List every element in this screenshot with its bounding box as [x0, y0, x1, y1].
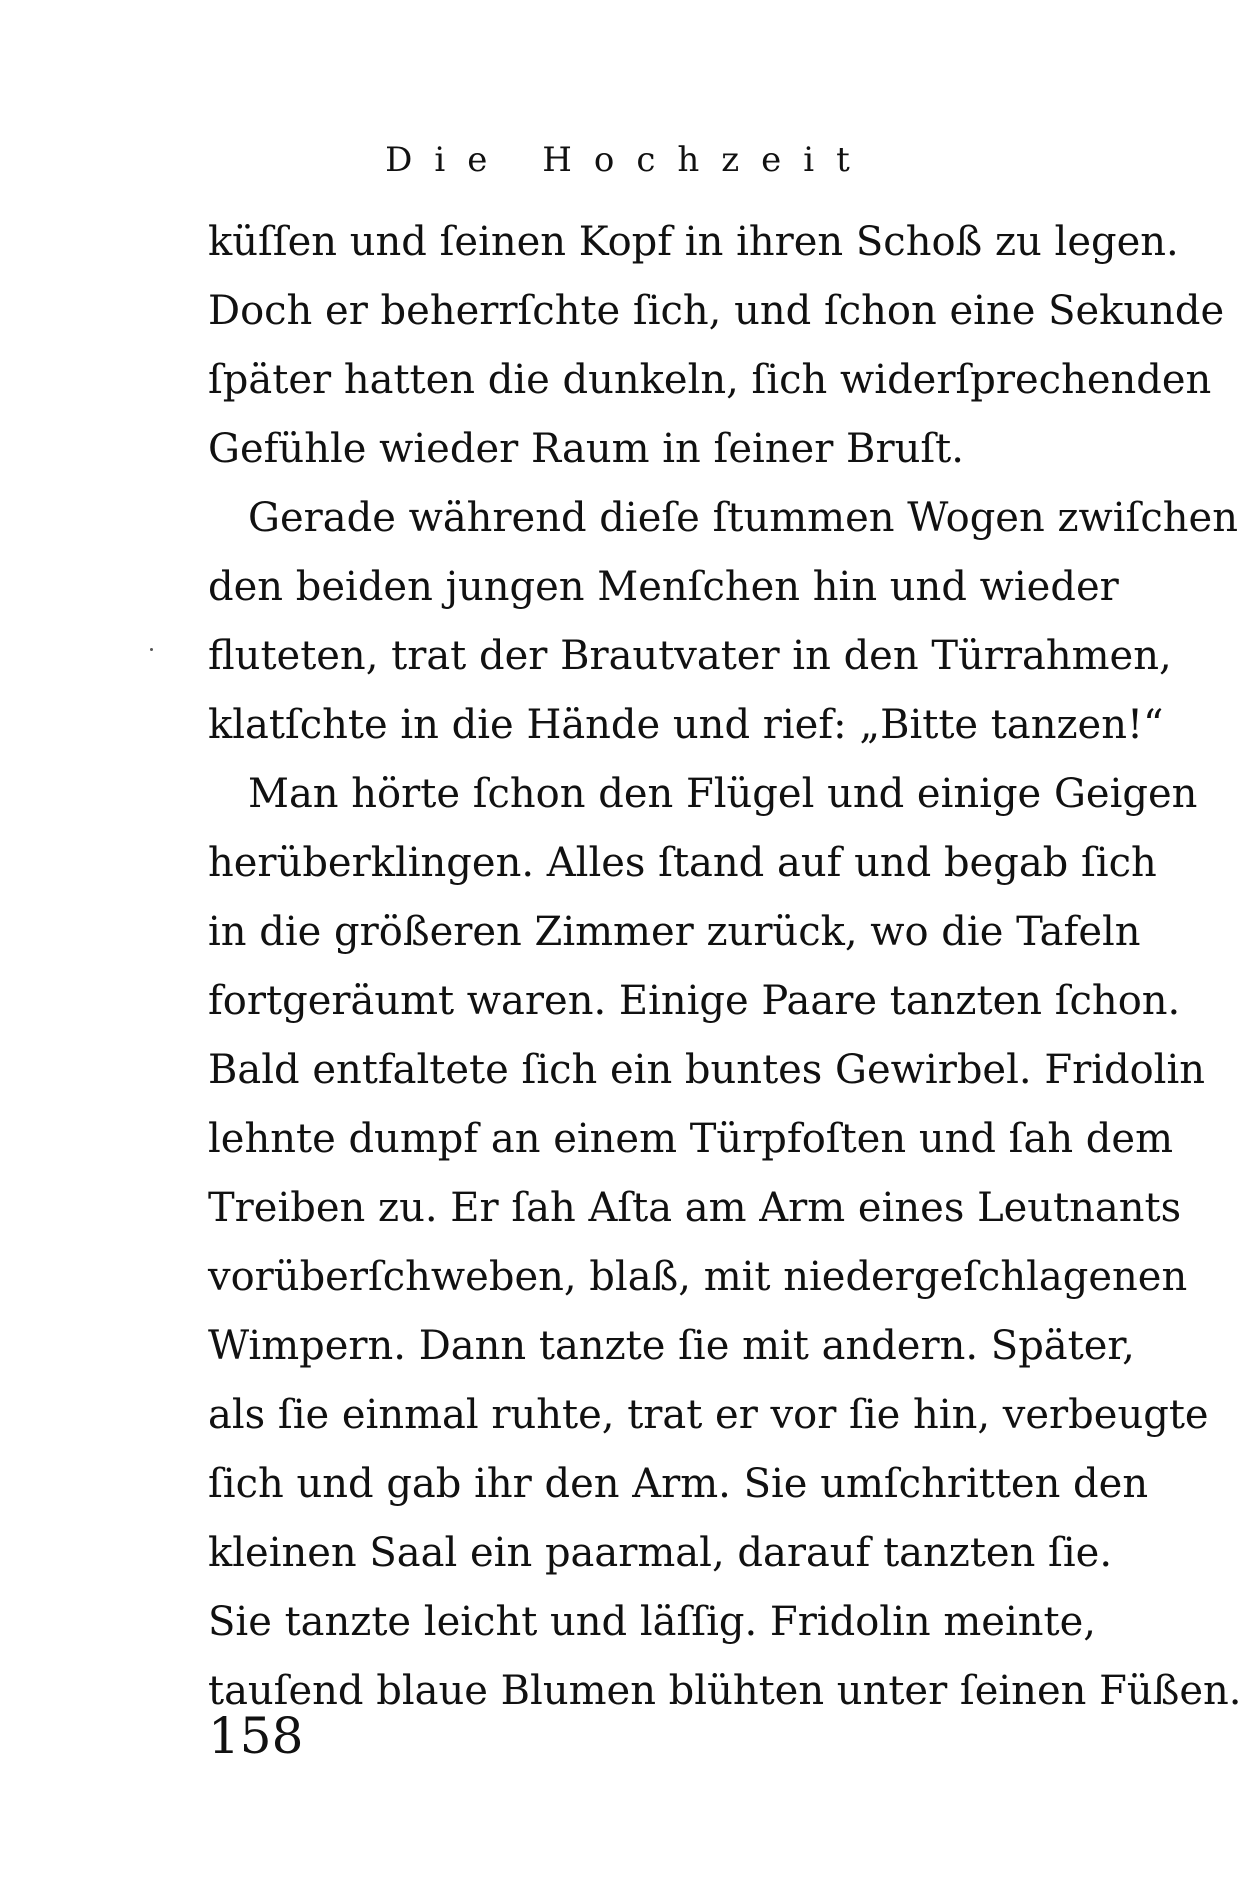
text-line: Wimpern. Dann tanzte ſie mit andern. Später, — [208, 1323, 1135, 1369]
text-line: ſich und gab ihr den Arm. Sie umſchritten den — [208, 1461, 1149, 1507]
text-line: Sie tanzte leicht und läſſig. Fridolin meinte, — [208, 1599, 1096, 1645]
text-line: Doch er beherrſchte ſich, und ſchon eine Sekunde — [208, 288, 1225, 334]
text-line: küſſen und ſeinen Kopf in ihren Schoß zu legen. — [208, 219, 1179, 265]
text-line: fluteten, trat der Brautvater in den Türrahmen, — [208, 633, 1172, 679]
text-line: herüberklingen. Alles ſtand auf und begab ſich — [208, 840, 1157, 886]
text-line: kleinen Saal ein paarmal, darauf tanzten ſie. — [208, 1530, 1113, 1576]
stray-ink-mark — [150, 648, 153, 651]
text-line: tauſend blaue Blumen blühten unter ſeinen Füßen. — [208, 1668, 1241, 1714]
text-line: Bald entfaltete ſich ein buntes Gewirbel. Fridolin — [208, 1047, 1206, 1093]
page-number: 158 — [208, 1707, 304, 1765]
text-line: vorüberſchweben, blaß, mit niedergeſchlagenen — [208, 1254, 1188, 1300]
text-line: als ſie einmal ruhte, trat er vor ſie hin, verbeugte — [208, 1392, 1209, 1438]
text-line: lehnte dumpf an einem Türpfoſten und ſah dem — [208, 1116, 1173, 1162]
text-line: fortgeräumt waren. Einige Paare tanzten ſchon. — [208, 978, 1181, 1024]
text-line: in die größeren Zimmer zurück, wo die Tafeln — [208, 909, 1141, 955]
text-line: den beiden jungen Menſchen hin und wieder — [208, 564, 1119, 610]
text-line: Man hörte ſchon den Flügel und einige Geigen — [248, 771, 1198, 817]
body-text — [208, 208, 1241, 1726]
text-line: ſpäter hatten die dunkeln, ſich widerſprechenden — [208, 357, 1212, 403]
running-head: Die Hochzeit — [385, 140, 872, 180]
text-line: Gefühle wieder Raum in ſeiner Bruſt. — [208, 426, 964, 472]
text-line: Treiben zu. Er ſah Aſta am Arm eines Leutnants — [208, 1185, 1182, 1231]
text-line: klatſchte in die Hände und rief: „Bitte tanzen!“ — [208, 702, 1164, 748]
text-line: Gerade während dieſe ſtummen Wogen zwiſchen — [248, 495, 1238, 541]
